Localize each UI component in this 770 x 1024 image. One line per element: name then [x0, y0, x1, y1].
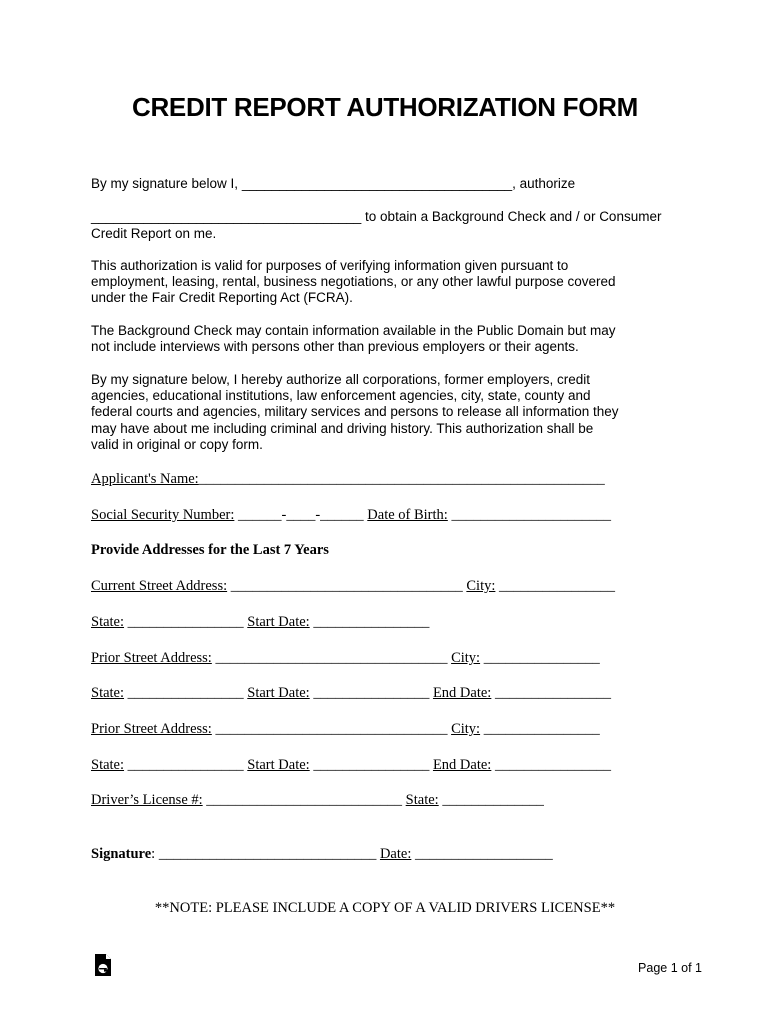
paragraph-1-line-2: employment, leasing, rental, business negotiations, or any other lawful purpose covered	[91, 274, 616, 289]
prior-start-date-field-2[interactable]: ________________	[309, 757, 433, 773]
intro-line-1: By my signature below I, ____________________________________, authorize	[91, 176, 576, 191]
ssn-dob-row	[91, 507, 611, 524]
prior-start-date-label-1: Start Date:	[247, 685, 310, 701]
prior-city-field-2[interactable]: ________________	[480, 721, 600, 737]
dob-label: Date of Birth:	[367, 507, 448, 523]
prior-end-date-label-1: End Date:	[432, 685, 492, 701]
paragraph-3-line-1: By my signature below, I hereby authorize all corporations, former employers, credit	[91, 372, 590, 387]
current-street-label: Current Street Address:	[91, 578, 228, 594]
intro-line-3: Credit Report on me.	[91, 226, 217, 241]
drivers-license-state-label: State:	[405, 792, 439, 808]
prior-state-row-1	[91, 685, 611, 702]
prior-street-label-1: Prior Street Address:	[91, 650, 212, 666]
drivers-license-row	[91, 792, 544, 809]
prior-state-field-1[interactable]: ________________	[124, 685, 248, 701]
prior-state-field-2[interactable]: ________________	[124, 757, 248, 773]
eforms-logo-icon	[94, 953, 112, 977]
prior-address-row-2	[91, 721, 600, 738]
current-city-label: City:	[466, 578, 496, 594]
prior-city-label-1: City:	[451, 650, 481, 666]
paragraph-2-line-2: not include interviews with persons other than previous employers or their agents.	[91, 339, 579, 354]
prior-start-date-field-1[interactable]: ________________	[309, 685, 433, 701]
prior-end-date-label-2: End Date:	[432, 757, 492, 773]
applicant-name-row	[91, 471, 605, 488]
prior-street-field-1[interactable]: ________________________________	[211, 650, 452, 666]
current-street-field[interactable]: ________________________________	[227, 578, 467, 594]
signature-field[interactable]: : ______________________________	[151, 846, 380, 862]
prior-end-date-field-2[interactable]: ________________	[491, 757, 611, 773]
drivers-license-label: Driver’s License #:	[91, 792, 203, 808]
prior-street-label-2: Prior Street Address:	[91, 721, 212, 737]
paragraph-3-line-3: federal courts and agencies, military services and persons to release all information they	[91, 404, 619, 419]
prior-state-row-2	[91, 757, 611, 774]
prior-city-field-1[interactable]: ________________	[480, 650, 600, 666]
drivers-license-field[interactable]: ___________________________	[202, 792, 406, 808]
paragraph-1-line-1: This authorization is valid for purposes of verifying information given pursuant to	[91, 258, 569, 273]
signature-label: Signature	[91, 846, 152, 862]
ssn-label: Social Security Number:	[91, 507, 235, 523]
current-address-row	[91, 578, 615, 595]
prior-state-label-2: State:	[91, 757, 125, 773]
addresses-heading: Provide Addresses for the Last 7 Years	[91, 542, 329, 558]
current-state-label: State:	[91, 614, 125, 630]
paragraph-2-line-1: The Background Check may contain information available in the Public Domain but may	[91, 323, 616, 338]
prior-street-field-2[interactable]: ________________________________	[211, 721, 452, 737]
current-start-date-label: Start Date:	[247, 614, 310, 630]
current-start-date-field[interactable]: ________________	[309, 614, 430, 630]
signature-row	[91, 846, 553, 863]
page-number: Page 1 of 1	[638, 961, 702, 975]
prior-city-label-2: City:	[451, 721, 481, 737]
license-copy-note: **NOTE: PLEASE INCLUDE A COPY OF A VALID DRIVERS LICENSE**	[154, 900, 616, 916]
paragraph-3-line-2: agencies, educational institutions, law enforcement agencies, city, state, county and	[91, 388, 591, 403]
prior-start-date-label-2: Start Date:	[247, 757, 310, 773]
applicant-name-label: Applicant's Name:	[91, 471, 199, 487]
current-state-field[interactable]: ________________	[124, 614, 248, 630]
paragraph-3-line-5: valid in original or copy form.	[91, 437, 263, 452]
applicant-name-field[interactable]: ________________________________________________________	[198, 471, 605, 487]
paragraph-1-line-3: under the Fair Credit Reporting Act (FCRA).	[91, 290, 353, 305]
dob-field[interactable]: ______________________	[447, 507, 611, 523]
signature-date-label: Date:	[379, 846, 412, 862]
drivers-license-state-field[interactable]: ______________	[438, 792, 544, 808]
prior-state-label-1: State:	[91, 685, 125, 701]
current-state-row	[91, 614, 429, 631]
current-city-field[interactable]: ________________	[495, 578, 616, 594]
signature-date-field[interactable]: ___________________	[411, 846, 553, 862]
intro-line-2: ____________________________________ to obtain a Background Check and / or Consumer	[91, 209, 662, 224]
page-title: CREDIT REPORT AUTHORIZATION FORM	[131, 92, 639, 122]
ssn-field[interactable]: ______-____-______	[234, 507, 368, 523]
prior-address-row-1	[91, 650, 600, 667]
paragraph-3-line-4: may have about me including criminal and driving history. This authorization shall be	[91, 421, 594, 436]
prior-end-date-field-1[interactable]: ________________	[491, 685, 611, 701]
